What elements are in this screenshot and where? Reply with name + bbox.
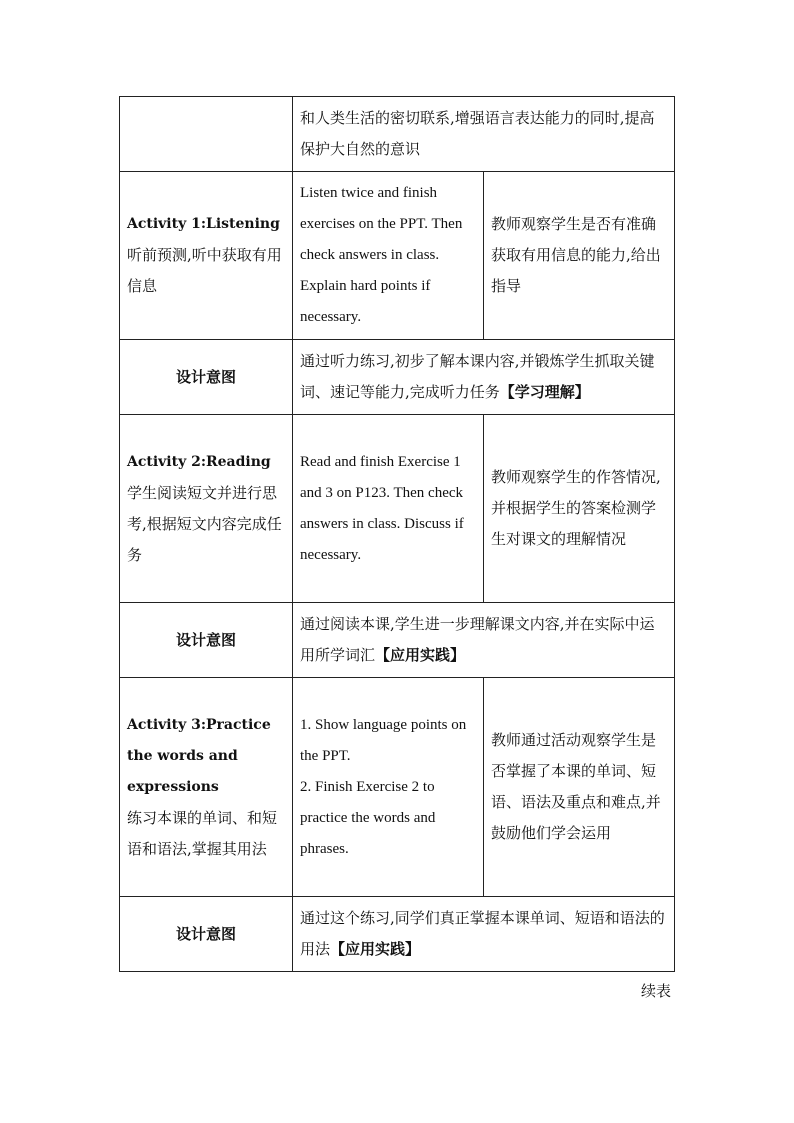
design-intent-tag: 【学习理解】 [499,383,590,401]
teacher-observation: 教师观察学生是否有准确获取有用信息的能力,给出指导 [484,172,675,340]
table-row [120,340,675,415]
activity-steps [293,678,484,897]
step-item: 2. Finish Exercise 2 to practice the words and phrases. [300,778,436,857]
activity-cell [120,678,293,897]
design-intent-body: 通过听力练习,初步了解本课内容,并锻炼学生抓取关键词、速记等能力,完成听力任务 [300,352,655,401]
teacher-observation: 教师通过活动观察学生是否掌握了本课的单词、短语、语法及重点和难点,并鼓励他们学会运用 [484,678,675,897]
design-intent-tag: 【应用实践】 [375,646,466,664]
design-intent-tag: 【应用实践】 [330,940,421,958]
teacher-observation: 教师观察学生的作答情况,并根据学生的答案检测学生对课文的理解情况 [484,415,675,603]
table-row [120,603,675,678]
table-row [120,172,675,340]
lesson-plan-table [119,96,675,972]
design-intent-text [293,897,675,972]
activity-steps: Listen twice and finish exercises on the PPT. Then check answers in class. Explain hard points if necessary. [293,172,484,340]
design-intent-text [293,603,675,678]
design-intent-label: 设计意图 [120,897,293,972]
activity-description: 学生阅读短文并进行思考,根据短文内容完成任务 [127,483,282,564]
table-row [120,415,675,603]
activity-cell [120,172,293,340]
activity-cell [120,415,293,603]
empty-cell [120,97,293,172]
design-intent-text [293,340,675,415]
design-intent-body: 通过这个练习,同学们真正掌握本课单词、短语和语法的用法 [300,909,665,958]
step-item: 1. Show language points on the PPT. [300,716,467,764]
activity-title: Activity 1:Listening [127,216,280,232]
design-intent-body: 通过阅读本课,学生进一步理解课文内容,并在实际中运用所学词汇 [300,615,655,664]
design-intent-label: 设计意图 [120,603,293,678]
activity-description: 练习本课的单词、和短语和语法,掌握其用法 [127,808,278,858]
activity-title: Activity 3:Practice the words and expressions [127,716,271,795]
goal-text: 和人类生活的密切联系,增强语言表达能力的同时,提高保护大自然的意识 [293,97,675,172]
table-row [120,678,675,897]
table-row [120,897,675,972]
activity-steps: Read and finish Exercise 1 and 3 on P123. Then check answers in class. Discuss if necessary. [293,415,484,603]
design-intent-label: 设计意图 [120,340,293,415]
table-row [120,97,675,172]
activity-title: Activity 2:Reading [127,453,271,470]
activity-description: 听前预测,听中获取有用信息 [127,246,282,295]
continued-label: 续表 [641,982,672,1000]
